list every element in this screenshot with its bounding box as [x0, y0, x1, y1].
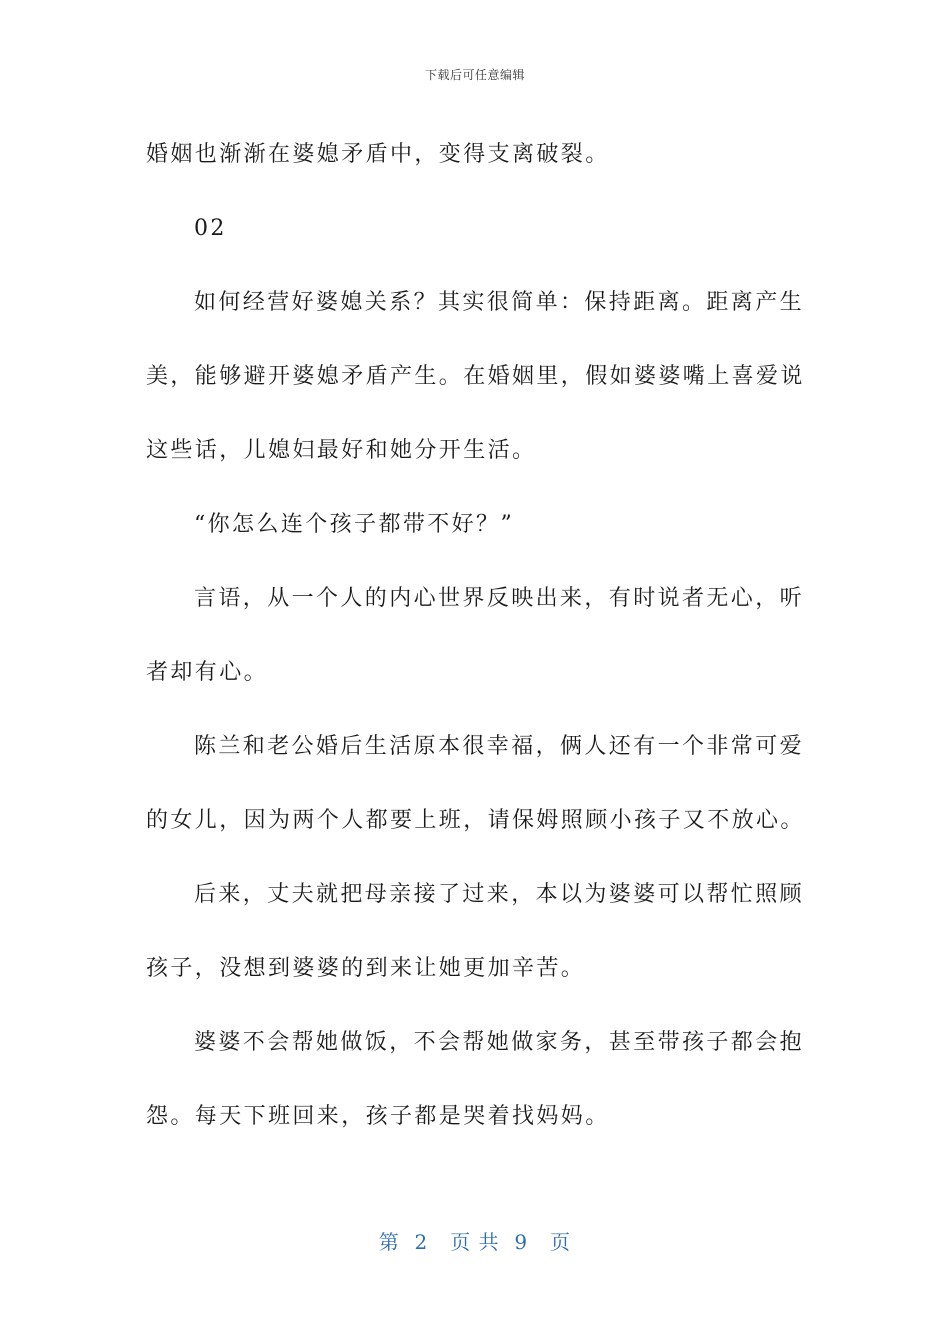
- page-header: 下载后可任意编辑: [424, 68, 525, 82]
- paragraph-1: 婚姻也渐渐在婆媳矛盾中，变得支离破裂。: [146, 142, 610, 167]
- paragraph-8: 婆婆不会帮她做饭，不会帮她做家务，甚至带孩子都会抱怨。每天下班回来，孩子都是哭着找妈妈。: [146, 1030, 805, 1129]
- section-number: 02: [194, 216, 227, 241]
- paragraph-5: 言语，从一个人的内心世界反映出来，有时说者无心，听者却有心。: [146, 586, 805, 685]
- page-number-footer: 第 2 页 共 9 页: [378, 1230, 572, 1254]
- document-body: [146, 118, 806, 1154]
- quote-paragraph: “你怎么连个孩子都带不好？”: [194, 512, 515, 537]
- paragraph-7: 后来，丈夫就把母亲接了过来，本以为婆婆可以帮忙照顾孩子，没想到婆婆的到来让她更加辛苦。: [146, 882, 805, 981]
- paragraph-3: 如何经营好婆媳关系？其实很简单：保持距离。距离产生美，能够避开婆媳矛盾产生。在婚姻里，假如婆婆嘴上喜爱说这些话，儿媳妇最好和她分开生活。: [146, 290, 805, 463]
- paragraph-6: 陈兰和老公婚后生活原本很幸福，俩人还有一个非常可爱的女儿，因为两个人都要上班，请保姆照顾小孩子又不放心。: [146, 734, 805, 833]
